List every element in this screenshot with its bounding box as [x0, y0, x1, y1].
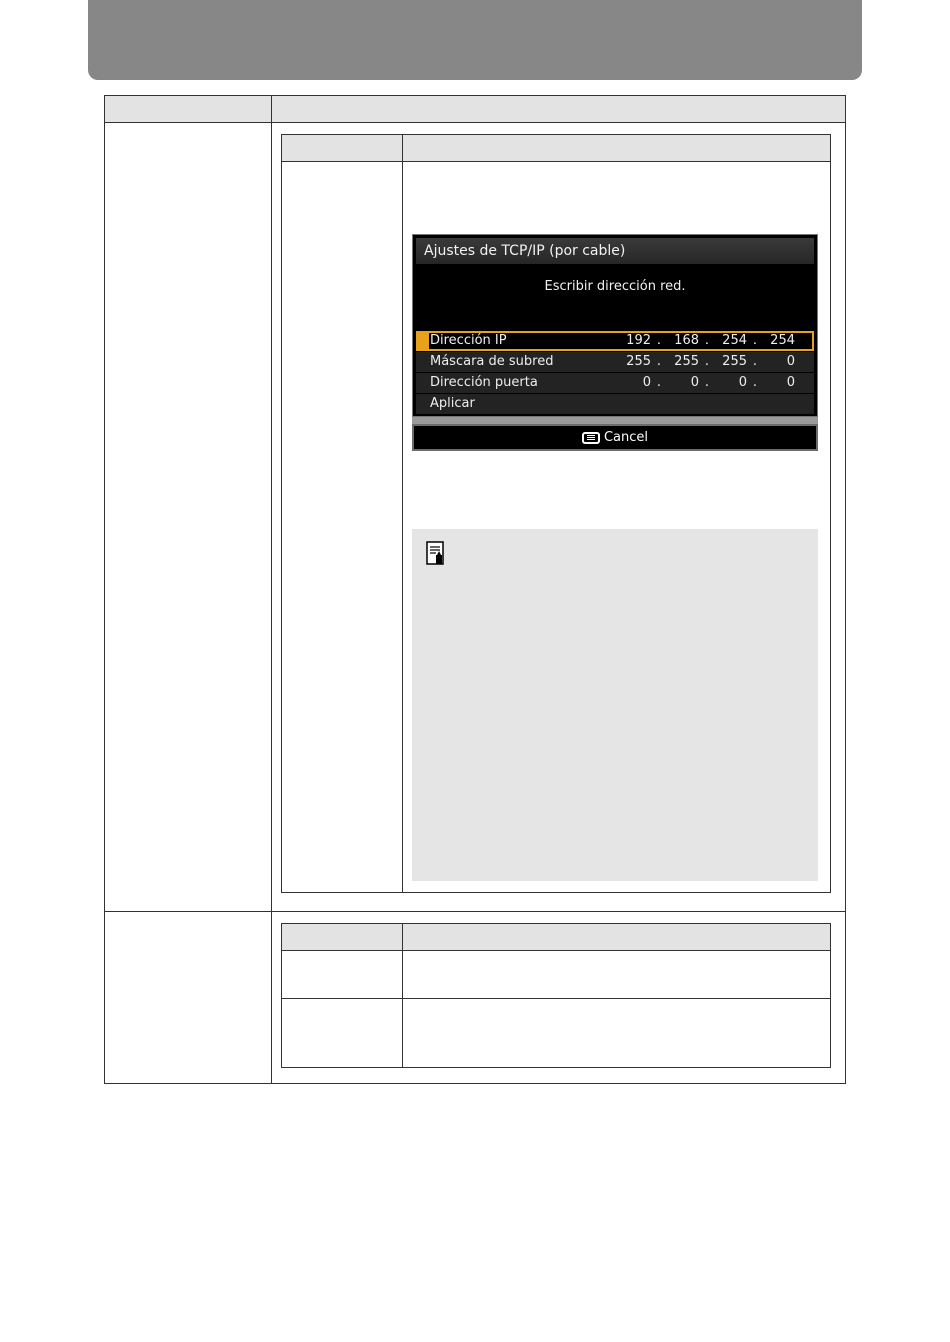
apply-row[interactable] [416, 394, 814, 414]
gateway-label: Dirección puerta [430, 375, 538, 390]
ip-octet-1[interactable]: 192 [626, 333, 651, 348]
cancel-bar[interactable] [412, 424, 818, 451]
subnet-octet-4[interactable]: 0 [786, 354, 795, 369]
second-options-row-divider [282, 998, 830, 999]
octet-separator: . [704, 333, 710, 348]
subnet-octet-3[interactable]: 255 [722, 354, 747, 369]
octet-separator: . [704, 375, 710, 390]
osd-title: Ajustes de TCP/IP (por cable) [416, 238, 814, 264]
subnet-mask-label: Máscara de subred [430, 354, 554, 369]
gateway-octet-2[interactable]: 0 [690, 375, 699, 390]
apply-label: Aplicar [430, 396, 475, 411]
ip-octet-4[interactable]: 254 [770, 333, 795, 348]
second-options-table [281, 923, 831, 1068]
tcpip-settings-osd [412, 234, 818, 417]
menu-button-icon [582, 432, 600, 444]
gateway-octet-3[interactable]: 0 [738, 375, 747, 390]
osd-message: Escribir dirección red. [544, 279, 686, 294]
subnet-octet-1[interactable]: 255 [626, 354, 651, 369]
subnet-octet-2[interactable]: 255 [674, 354, 699, 369]
octet-separator: . [752, 375, 758, 390]
octet-separator: . [752, 333, 758, 348]
gateway-octet-4[interactable]: 0 [786, 375, 795, 390]
chapter-header-band [88, 0, 862, 80]
octet-separator: . [656, 354, 662, 369]
octet-separator: . [704, 354, 710, 369]
ip-address-row[interactable] [416, 331, 814, 351]
osd-separator-strip [412, 417, 818, 424]
memo-note-icon [426, 541, 444, 565]
note-box [412, 529, 818, 881]
octet-separator: . [656, 333, 662, 348]
tcpip-options-column-divider [402, 135, 403, 892]
gateway-octet-1[interactable]: 0 [642, 375, 651, 390]
cancel-label[interactable]: Cancel [603, 430, 649, 445]
settings-table-column-divider [271, 96, 272, 1083]
octet-separator: . [656, 375, 662, 390]
gateway-row[interactable] [416, 373, 814, 393]
ip-address-label: Dirección IP [430, 333, 507, 348]
tcpip-options-table-header [282, 135, 830, 162]
second-options-column-divider [402, 924, 403, 1067]
octet-separator: . [752, 354, 758, 369]
ip-octet-2[interactable]: 168 [674, 333, 699, 348]
ip-octet-3[interactable]: 254 [722, 333, 747, 348]
settings-table-header [105, 96, 845, 123]
settings-table-row-divider [105, 911, 845, 912]
subnet-mask-row[interactable] [416, 352, 814, 372]
second-options-table-header [282, 924, 830, 951]
